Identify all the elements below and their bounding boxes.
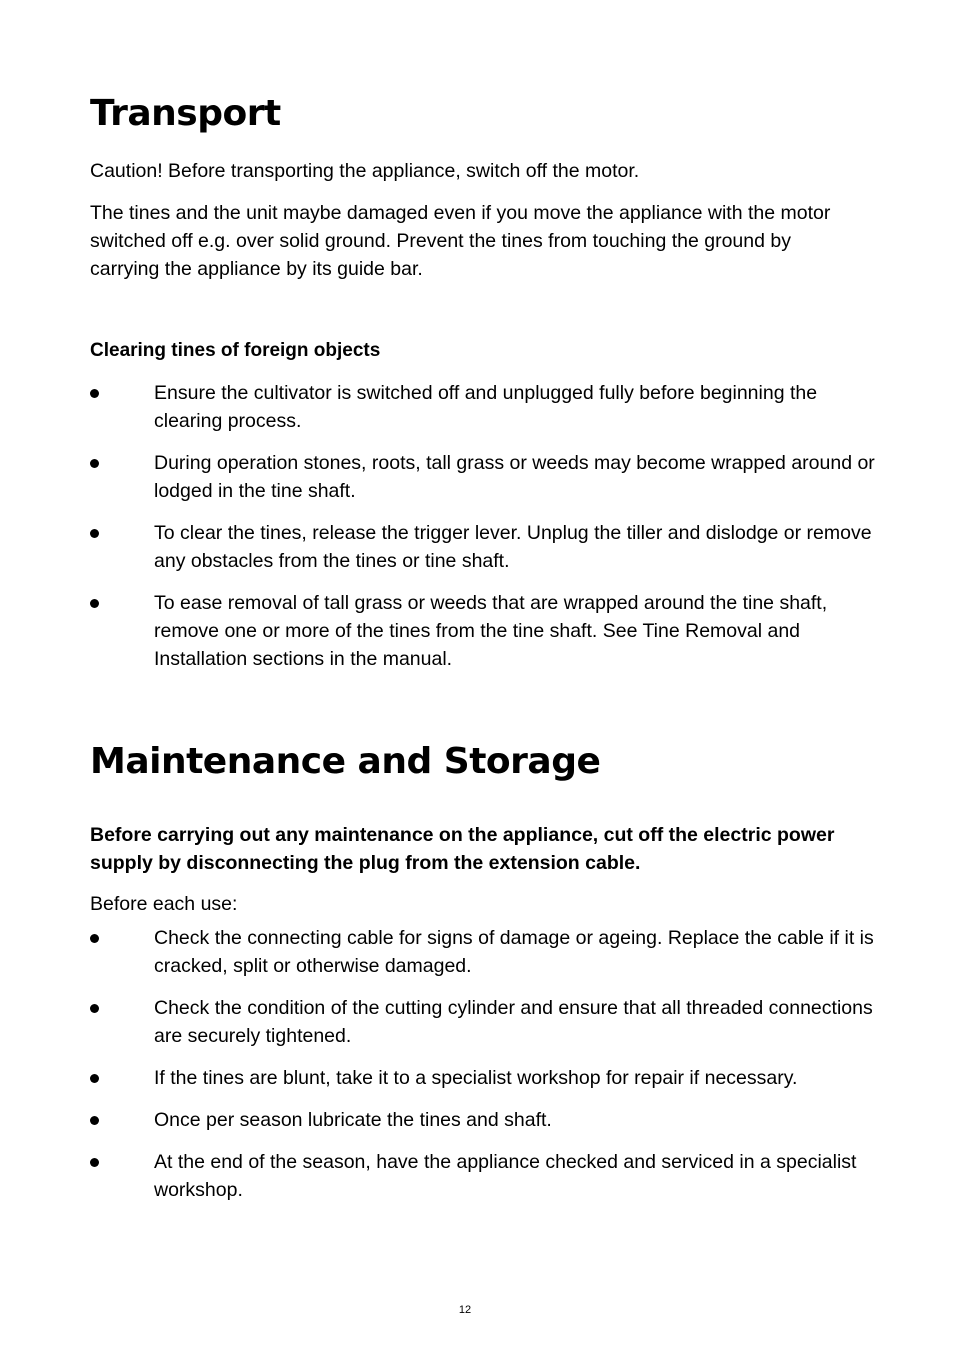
bullet-icon: [90, 389, 99, 398]
list-item-text: To clear the tines, release the trigger lever. Unplug the tiller and dislodge or remove any obstacles from the tines or tine shaft.: [154, 522, 872, 572]
list-item-text: Ensure the cultivator is switched off and unplugged fully before beginning the clearing process.: [154, 382, 818, 432]
clearing-heading: Clearing tines of foreign objects: [90, 340, 381, 361]
page-number: 12: [458, 1304, 472, 1316]
bullet-icon: [90, 1074, 99, 1083]
list-item: [90, 589, 880, 673]
clearing-list: [90, 379, 880, 673]
list-item: [90, 1064, 880, 1092]
list-item-text: Once per season lubricate the tines and shaft.: [154, 1109, 552, 1131]
maintenance-list: [90, 924, 880, 1204]
bullet-icon: [90, 599, 99, 608]
bullet-icon: [90, 529, 99, 538]
list-item-text: To ease removal of tall grass or weeds that are wrapped around the tine shaft, remove one or more of the tines from the tine shaft. See Tine Removal and Installation sections in the manual.: [154, 592, 828, 670]
transport-caution: Caution! Before transporting the appliance, switch off the motor.: [90, 160, 640, 182]
list-item: [90, 1106, 880, 1134]
maintenance-intro: Before each use:: [90, 893, 238, 915]
list-item: [90, 994, 880, 1050]
list-item: [90, 1148, 880, 1204]
list-item-text: If the tines are blunt, take it to a specialist workshop for repair if necessary.: [154, 1067, 798, 1089]
list-item: [90, 449, 880, 505]
transport-heading: Transport: [90, 93, 281, 134]
list-item-text: Check the connecting cable for signs of damage or ageing. Replace the cable if it is cracked, split or otherwise damaged.: [154, 927, 874, 977]
list-item-text: During operation stones, roots, tall grass or weeds may become wrapped around or lodged in the tine shaft.: [154, 452, 875, 502]
bullet-icon: [90, 1116, 99, 1125]
maintenance-heading: Maintenance and Storage: [90, 741, 601, 782]
bullet-icon: [90, 1004, 99, 1013]
list-item: [90, 379, 880, 435]
bullet-icon: [90, 459, 99, 468]
list-item: [90, 519, 880, 575]
list-item: [90, 924, 880, 980]
list-item-text: Check the condition of the cutting cylinder and ensure that all threaded connections are securely tightened.: [154, 997, 873, 1047]
bullet-icon: [90, 1158, 99, 1167]
maintenance-warning: Before carrying out any maintenance on the appliance, cut off the electric power supply by disconnecting the plug from the extension cable.: [90, 824, 835, 874]
transport-body: The tines and the unit maybe damaged even if you move the appliance with the motor switched off e.g. over solid ground. Prevent the tines from touching the ground by carrying the appliance by its guide bar.: [90, 202, 831, 280]
list-item-text: At the end of the season, have the appliance checked and serviced in a specialist workshop.: [154, 1151, 857, 1201]
bullet-icon: [90, 934, 99, 943]
